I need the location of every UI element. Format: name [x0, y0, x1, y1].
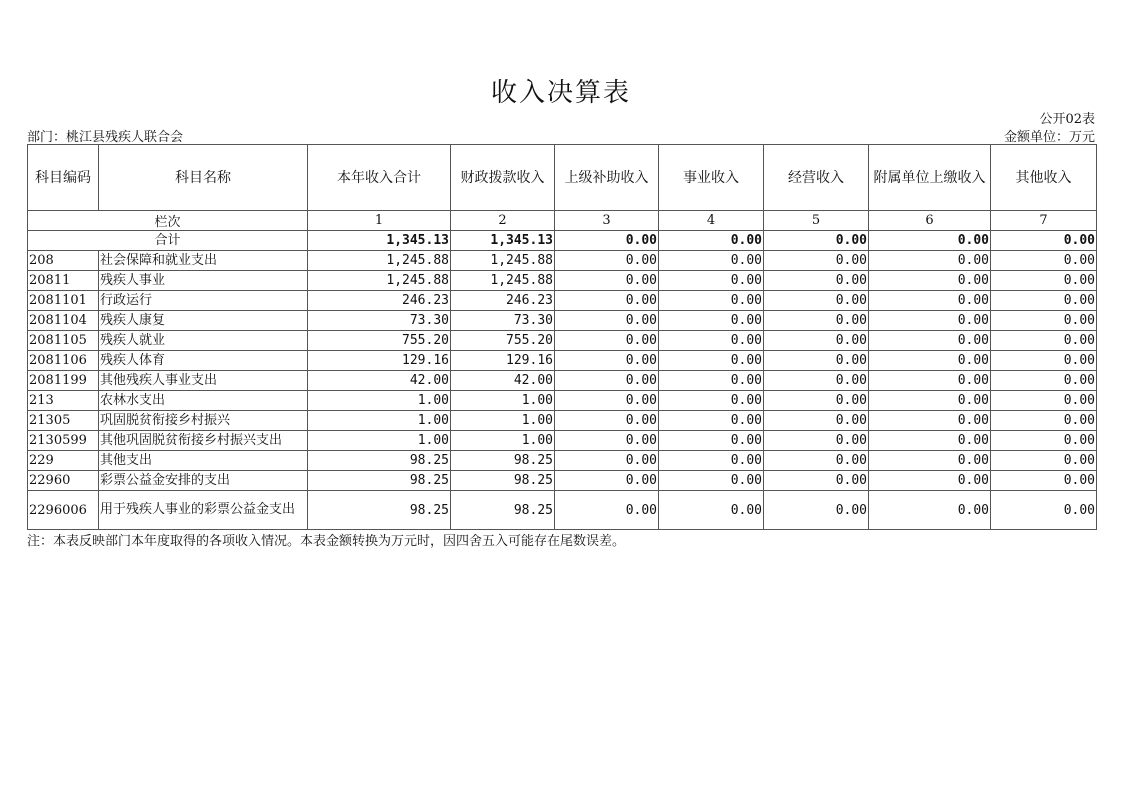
amount-cell: 0.00 — [991, 311, 1097, 331]
table-row — [28, 471, 1097, 491]
index-row-label: 栏次 — [28, 211, 308, 231]
amount-cell: 0.00 — [555, 471, 659, 491]
amount-cell: 0.00 — [555, 291, 659, 311]
amount-cell: 0.00 — [869, 311, 991, 331]
amount-cell: 0.00 — [555, 351, 659, 371]
subject-code-cell: 22960 — [28, 471, 99, 491]
amount-cell: 0.00 — [764, 311, 869, 331]
amount-cell: 129.16 — [308, 351, 451, 371]
table-row — [28, 291, 1097, 311]
amount-cell: 0.00 — [991, 351, 1097, 371]
subject-code-cell: 2296006 — [28, 491, 99, 530]
amount-cell: 98.25 — [451, 451, 555, 471]
col-header-fiscal: 财政拨款收入 — [451, 145, 555, 211]
amount-cell: 0.00 — [555, 491, 659, 530]
amount-cell: 0.00 — [659, 491, 764, 530]
page-title: 收入决算表 — [490, 78, 631, 108]
index-cell: 7 — [991, 211, 1097, 231]
amount-cell: 0.00 — [555, 271, 659, 291]
amount-cell: 1.00 — [308, 431, 451, 451]
subject-name-cell: 残疾人体育 — [99, 351, 308, 371]
total-cell: 0.00 — [991, 231, 1097, 251]
amount-cell: 0.00 — [991, 371, 1097, 391]
amount-cell: 0.00 — [869, 491, 991, 530]
amount-cell: 1.00 — [451, 391, 555, 411]
amount-cell: 0.00 — [991, 331, 1097, 351]
amount-cell: 0.00 — [764, 371, 869, 391]
table-row — [28, 491, 1097, 530]
amount-cell: 42.00 — [451, 371, 555, 391]
amount-cell: 0.00 — [869, 451, 991, 471]
amount-cell: 0.00 — [869, 431, 991, 451]
subject-code-cell: 21305 — [28, 411, 99, 431]
subject-code-cell: 2081105 — [28, 331, 99, 351]
subject-name-cell: 其他残疾人事业支出 — [99, 371, 308, 391]
amount-cell: 0.00 — [991, 451, 1097, 471]
subject-name-cell: 用于残疾人事业的彩票公益金支出 — [99, 491, 308, 530]
amount-cell: 0.00 — [659, 431, 764, 451]
amount-cell: 0.00 — [991, 471, 1097, 491]
index-row — [28, 211, 1097, 231]
col-header-code: 科目编码 — [28, 145, 99, 211]
amount-cell: 0.00 — [659, 411, 764, 431]
amount-cell: 0.00 — [991, 491, 1097, 530]
amount-cell: 0.00 — [764, 391, 869, 411]
amount-cell: 0.00 — [764, 471, 869, 491]
amount-cell: 0.00 — [869, 271, 991, 291]
subject-code-cell: 213 — [28, 391, 99, 411]
subject-code-cell: 20811 — [28, 271, 99, 291]
subject-name-cell: 残疾人康复 — [99, 311, 308, 331]
amount-cell: 0.00 — [659, 371, 764, 391]
table-row — [28, 391, 1097, 411]
amount-cell: 0.00 — [659, 271, 764, 291]
amount-cell: 98.25 — [308, 451, 451, 471]
amount-cell: 0.00 — [555, 411, 659, 431]
amount-cell: 0.00 — [991, 411, 1097, 431]
amount-cell: 0.00 — [555, 371, 659, 391]
subject-code-cell: 2130599 — [28, 431, 99, 451]
total-cell: 0.00 — [764, 231, 869, 251]
amount-cell: 0.00 — [764, 431, 869, 451]
amount-cell: 0.00 — [764, 451, 869, 471]
total-cell: 0.00 — [555, 231, 659, 251]
index-cell: 3 — [555, 211, 659, 231]
amount-cell: 0.00 — [659, 351, 764, 371]
income-table — [27, 144, 1097, 530]
subject-name-cell: 农林水支出 — [99, 391, 308, 411]
table-row — [28, 331, 1097, 351]
amount-cell: 246.23 — [308, 291, 451, 311]
amount-cell: 0.00 — [764, 351, 869, 371]
total-row — [28, 231, 1097, 251]
department-label: 部门：桃江县残疾人联合会 — [27, 130, 184, 145]
amount-cell: 73.30 — [308, 311, 451, 331]
amount-cell: 1,245.88 — [451, 251, 555, 271]
table-row — [28, 431, 1097, 451]
col-header-affiliated: 附属单位上缴收入 — [869, 145, 991, 211]
subject-code-cell: 2081104 — [28, 311, 99, 331]
table-row — [28, 351, 1097, 371]
amount-cell: 0.00 — [764, 291, 869, 311]
amount-cell: 1.00 — [451, 431, 555, 451]
amount-cell: 0.00 — [659, 311, 764, 331]
table-row — [28, 371, 1097, 391]
subject-name-cell: 其他支出 — [99, 451, 308, 471]
amount-cell: 0.00 — [991, 271, 1097, 291]
amount-cell: 0.00 — [659, 471, 764, 491]
amount-cell: 1,245.88 — [308, 251, 451, 271]
col-header-total: 本年收入合计 — [308, 145, 451, 211]
amount-cell: 755.20 — [451, 331, 555, 351]
amount-cell: 0.00 — [659, 391, 764, 411]
amount-cell: 0.00 — [991, 291, 1097, 311]
index-cell: 1 — [308, 211, 451, 231]
subject-name-cell: 其他巩固脱贫衔接乡村振兴支出 — [99, 431, 308, 451]
index-cell: 4 — [659, 211, 764, 231]
amount-cell: 0.00 — [869, 391, 991, 411]
amount-cell: 0.00 — [555, 431, 659, 451]
form-number: 公开02表 — [1039, 112, 1095, 127]
subject-name-cell: 残疾人事业 — [99, 271, 308, 291]
amount-cell: 0.00 — [869, 251, 991, 271]
subject-code-cell: 2081199 — [28, 371, 99, 391]
amount-unit-label: 金额单位：万元 — [1003, 130, 1095, 145]
total-cell: 0.00 — [659, 231, 764, 251]
amount-cell: 42.00 — [308, 371, 451, 391]
amount-cell: 0.00 — [764, 331, 869, 351]
table-row — [28, 451, 1097, 471]
subject-name-cell: 社会保障和就业支出 — [99, 251, 308, 271]
amount-cell: 0.00 — [869, 411, 991, 431]
footnote: 注：本表反映部门本年度取得的各项收入情况。本表金额转换为万元时，因四舍五入可能存在尾数误差。 — [27, 534, 626, 549]
amount-cell: 246.23 — [451, 291, 555, 311]
subject-name-cell: 巩固脱贫衔接乡村振兴 — [99, 411, 308, 431]
amount-cell: 0.00 — [764, 491, 869, 530]
col-header-other: 其他收入 — [991, 145, 1097, 211]
amount-cell: 0.00 — [869, 471, 991, 491]
amount-cell: 73.30 — [451, 311, 555, 331]
subject-name-cell: 行政运行 — [99, 291, 308, 311]
table-row — [28, 251, 1097, 271]
col-header-superior: 上级补助收入 — [555, 145, 659, 211]
amount-cell: 0.00 — [991, 391, 1097, 411]
amount-cell: 0.00 — [764, 251, 869, 271]
amount-cell: 1,245.88 — [308, 271, 451, 291]
amount-cell: 98.25 — [308, 491, 451, 530]
amount-cell: 0.00 — [555, 251, 659, 271]
table-row — [28, 311, 1097, 331]
total-row-label: 合计 — [28, 231, 308, 251]
amount-cell: 0.00 — [764, 271, 869, 291]
amount-cell: 0.00 — [991, 431, 1097, 451]
amount-cell: 0.00 — [659, 291, 764, 311]
table-row — [28, 271, 1097, 291]
index-cell: 6 — [869, 211, 991, 231]
total-cell: 1,345.13 — [451, 231, 555, 251]
amount-cell: 0.00 — [869, 351, 991, 371]
amount-cell: 1.00 — [308, 391, 451, 411]
amount-cell: 0.00 — [659, 331, 764, 351]
total-cell: 1,345.13 — [308, 231, 451, 251]
amount-cell: 1.00 — [451, 411, 555, 431]
table-header-row — [28, 145, 1097, 211]
subject-code-cell: 208 — [28, 251, 99, 271]
amount-cell: 0.00 — [659, 251, 764, 271]
amount-cell: 1.00 — [308, 411, 451, 431]
index-cell: 5 — [764, 211, 869, 231]
subject-name-cell: 彩票公益金安排的支出 — [99, 471, 308, 491]
amount-cell: 0.00 — [555, 311, 659, 331]
amount-cell: 98.25 — [308, 471, 451, 491]
amount-cell: 0.00 — [991, 251, 1097, 271]
amount-cell: 0.00 — [764, 411, 869, 431]
amount-cell: 98.25 — [451, 491, 555, 530]
subject-name-cell: 残疾人就业 — [99, 331, 308, 351]
col-header-operating: 经营收入 — [764, 145, 869, 211]
table-row — [28, 411, 1097, 431]
total-cell: 0.00 — [869, 231, 991, 251]
amount-cell: 0.00 — [869, 291, 991, 311]
col-header-name: 科目名称 — [99, 145, 308, 211]
amount-cell: 1,245.88 — [451, 271, 555, 291]
index-cell: 2 — [451, 211, 555, 231]
amount-cell: 129.16 — [451, 351, 555, 371]
amount-cell: 0.00 — [659, 451, 764, 471]
amount-cell: 0.00 — [555, 451, 659, 471]
subject-code-cell: 229 — [28, 451, 99, 471]
amount-cell: 0.00 — [869, 331, 991, 351]
amount-cell: 98.25 — [451, 471, 555, 491]
col-header-business: 事业收入 — [659, 145, 764, 211]
subject-code-cell: 2081101 — [28, 291, 99, 311]
amount-cell: 0.00 — [555, 331, 659, 351]
amount-cell: 0.00 — [869, 371, 991, 391]
amount-cell: 755.20 — [308, 331, 451, 351]
subject-code-cell: 2081106 — [28, 351, 99, 371]
amount-cell: 0.00 — [555, 391, 659, 411]
